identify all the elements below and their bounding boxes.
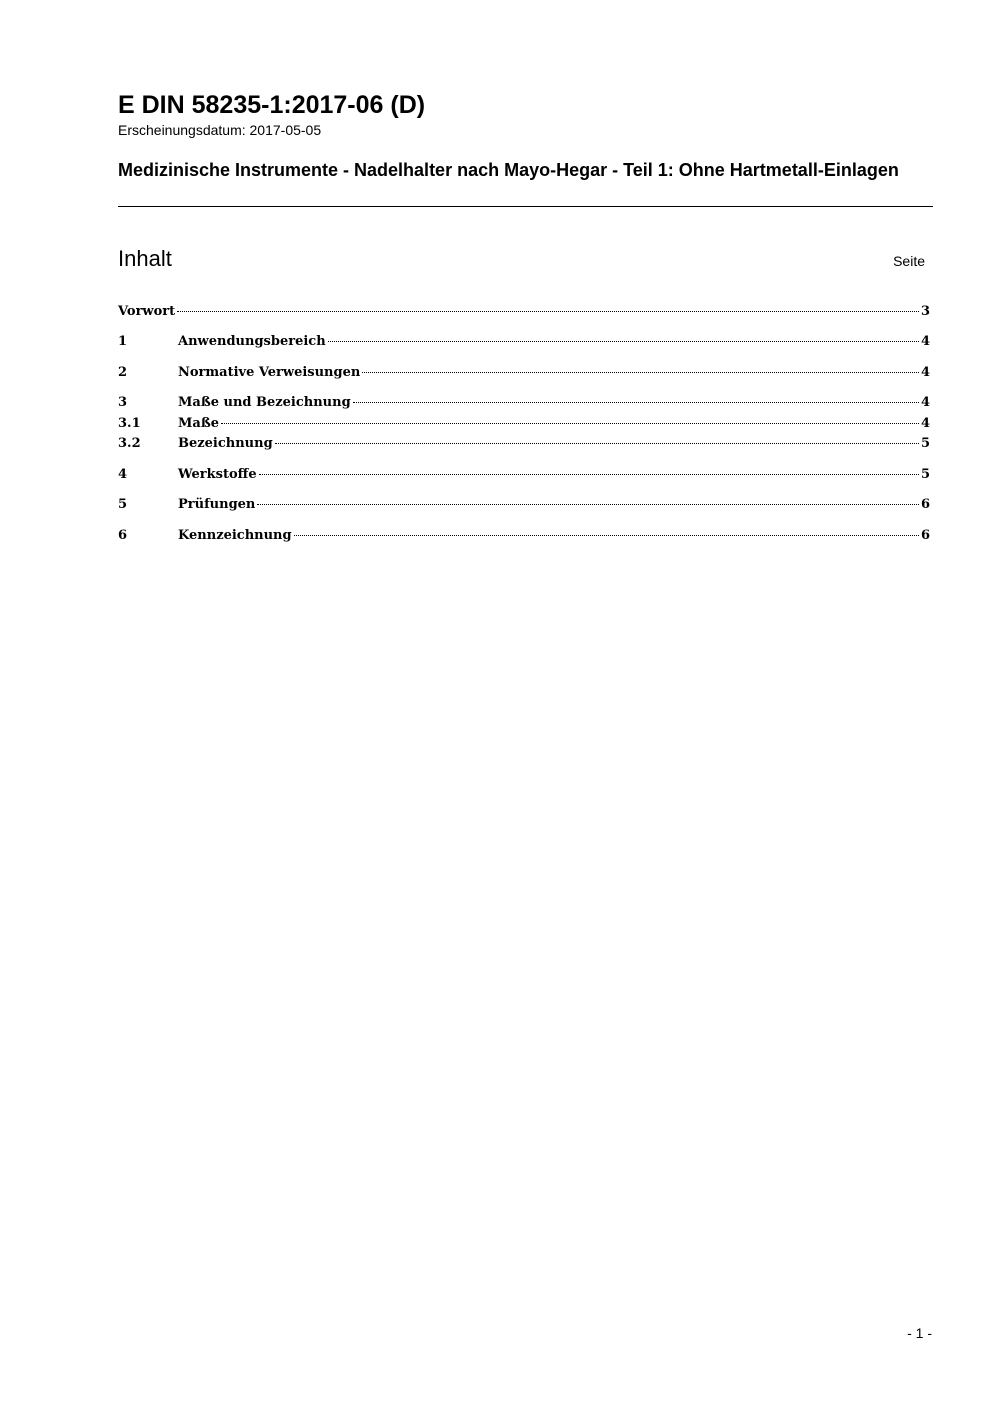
toc-entry-page: 5 <box>920 467 930 482</box>
toc-entry-page: 5 <box>920 436 930 451</box>
toc-dot-leader <box>259 474 919 475</box>
toc-dot-leader <box>257 504 919 505</box>
toc-dot-leader <box>177 311 919 312</box>
toc-entry-label: Vorwort <box>118 304 176 319</box>
toc-entry-masse[interactable] <box>118 414 930 434</box>
toc-entry-number: 6 <box>118 528 128 543</box>
page-number: - 1 - <box>907 1325 932 1341</box>
toc-dot-leader <box>221 423 919 424</box>
toc-entry-page: 4 <box>920 395 930 410</box>
toc-heading: Inhalt <box>118 246 172 271</box>
toc-entry-label: Kennzeichnung <box>178 528 292 543</box>
toc-entry-bezeichnung[interactable] <box>118 434 930 454</box>
toc-entry-number: 3 <box>118 395 128 410</box>
toc-entry-page: 4 <box>920 365 930 380</box>
toc-entry-page: 3 <box>920 304 930 319</box>
toc-entry-normative-verweisungen[interactable] <box>118 363 930 383</box>
toc-entry-page: 4 <box>920 416 930 431</box>
toc-entry-label: Maße <box>178 416 219 431</box>
toc-dot-leader <box>294 535 919 536</box>
toc-entry-label: Werkstoffe <box>178 467 257 482</box>
toc-entry-anwendungsbereich[interactable] <box>118 332 930 352</box>
toc-entry-number: 2 <box>118 365 128 380</box>
toc-entry-werkstoffe[interactable] <box>118 465 930 485</box>
toc-dot-leader <box>353 402 919 403</box>
toc-entry-number: 4 <box>118 467 128 482</box>
document-id: E DIN 58235-1:2017-06 (D) <box>118 91 426 119</box>
toc-entry-number: 1 <box>118 334 128 349</box>
toc-dot-leader <box>275 443 919 444</box>
toc-page-column-label: Seite <box>893 253 925 269</box>
document-title: Medizinische Instrumente - Nadelhalter nach Mayo-Hegar - Teil 1: Ohne Hartmetall-Einlagen <box>118 160 899 180</box>
toc-entry-number: 3.1 <box>118 416 141 431</box>
toc-entry-number: 3.2 <box>118 436 141 451</box>
toc-entry-pruefungen[interactable] <box>118 495 930 515</box>
toc-entry-kennzeichnung[interactable] <box>118 526 930 546</box>
toc-entry-page: 4 <box>920 334 930 349</box>
title-divider <box>118 206 933 207</box>
toc-entry-page: 6 <box>920 497 930 512</box>
toc-entry-page: 6 <box>920 528 930 543</box>
toc-entry-vorwort[interactable] <box>118 302 930 322</box>
toc-entry-label: Bezeichnung <box>178 436 273 451</box>
publication-date: Erscheinungsdatum: 2017-05-05 <box>118 122 322 138</box>
toc-entry-masse-und-bezeichnung[interactable] <box>118 393 930 413</box>
toc-entry-label: Prüfungen <box>178 497 256 512</box>
toc-entry-label: Maße und Bezeichnung <box>178 395 351 410</box>
toc-entry-label: Anwendungsbereich <box>178 334 326 349</box>
toc-entry-number: 5 <box>118 497 128 512</box>
toc-entry-label: Normative Verweisungen <box>178 365 361 380</box>
toc-dot-leader <box>362 372 919 373</box>
toc-dot-leader <box>328 341 919 342</box>
